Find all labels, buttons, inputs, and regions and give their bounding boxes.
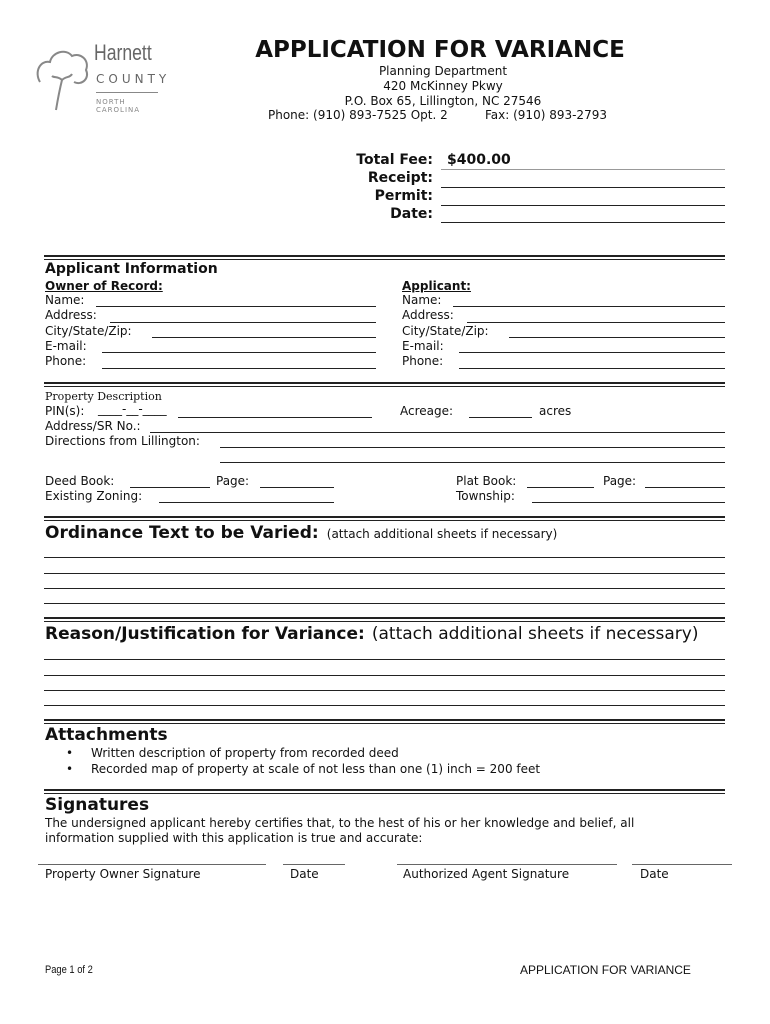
owner-date-label: Date — [290, 867, 319, 881]
applicant-email-label: E-mail: — [402, 339, 444, 353]
reason-line[interactable] — [44, 690, 725, 691]
owner-address-field[interactable] — [110, 322, 376, 323]
directions-field-2[interactable] — [220, 462, 725, 463]
date-field[interactable] — [441, 222, 725, 223]
applicant-city-label: City/State/Zip: — [402, 324, 489, 338]
certification-text-1: The undersigned applicant hereby certifies that, to the hest of his or her knowledge and belief, all — [45, 816, 635, 830]
owner-phone-field[interactable] — [102, 368, 376, 369]
agent-signature-line[interactable] — [397, 864, 617, 865]
acreage-label: Acreage: — [400, 404, 454, 418]
footer-title: APPLICATION FOR VARIANCE — [520, 963, 691, 977]
agent-signature-label: Authorized Agent Signature — [403, 867, 570, 881]
page-title: APPLICATION FOR VARIANCE — [255, 37, 625, 63]
applicant-phone-label: Phone: — [402, 354, 444, 368]
sr-address-label: Address/SR No.: — [45, 419, 141, 433]
reason-line[interactable] — [44, 675, 725, 676]
owner-email-field[interactable] — [102, 352, 376, 353]
pin-label: PIN(s): — [45, 404, 85, 418]
divider — [44, 255, 725, 260]
address-line2: P.O. Box 65, Lillington, NC 27546 — [344, 94, 542, 108]
agent-date-line[interactable] — [632, 864, 732, 865]
ordinance-line[interactable] — [44, 603, 725, 604]
reason-line[interactable] — [44, 705, 725, 706]
zoning-label: Existing Zoning: — [45, 489, 143, 503]
certification-text-2: information supplied with this application is true and accurate: — [45, 831, 423, 845]
ordinance-heading — [45, 523, 557, 543]
reason-line[interactable] — [44, 659, 725, 660]
attachment-item-2: Recorded map of property at scale of not less than one (1) inch = 200 feet — [91, 762, 541, 776]
deed-book-field[interactable] — [130, 487, 210, 488]
pin-mask: ____-__-____ — [98, 402, 167, 416]
attachment-bullet: • — [66, 762, 74, 776]
agent-date-label: Date — [640, 867, 669, 881]
applicant-city-field[interactable] — [509, 337, 725, 338]
receipt-label: Receipt: — [367, 170, 433, 186]
applicant-address-label: Address: — [402, 308, 454, 322]
acreage-field[interactable] — [469, 417, 532, 418]
township-label: Township: — [456, 489, 515, 503]
attachments-title: Attachments — [45, 725, 168, 745]
total-fee-label: Total Fee: — [356, 152, 433, 168]
owner-signature-line[interactable] — [38, 864, 266, 865]
applicant-name-field[interactable] — [453, 306, 725, 307]
plat-book-field[interactable] — [527, 487, 594, 488]
reason-heading — [45, 624, 698, 644]
acres-label: acres — [539, 404, 572, 418]
total-fee-value: $400.00 — [447, 152, 511, 168]
plat-book-label: Plat Book: — [456, 474, 517, 488]
divider — [44, 789, 725, 794]
owner-email-label: E-mail: — [45, 339, 87, 353]
owner-city-field[interactable] — [152, 337, 376, 338]
county-logo — [32, 40, 171, 114]
plat-page-label: Page: — [603, 474, 637, 488]
ordinance-title: Ordinance Text to be Varied: — [45, 523, 319, 543]
ordinance-line[interactable] — [44, 557, 725, 558]
attachment-item-1: Written description of property from recorded deed — [91, 746, 399, 760]
deed-book-label: Deed Book: — [45, 474, 115, 488]
address-line1: 420 McKinney Pkwy — [383, 79, 503, 93]
ordinance-line[interactable] — [44, 573, 725, 574]
total-fee-line — [441, 169, 725, 170]
department: Planning Department — [378, 64, 508, 78]
owner-city-label: City/State/Zip: — [45, 324, 132, 338]
owner-signature-label: Property Owner Signature — [45, 867, 201, 881]
directions-label: Directions from Lillington: — [45, 434, 200, 448]
logo-harnett: Harnett — [94, 40, 152, 65]
property-heading: Property Description — [45, 390, 162, 403]
page-number: Page 1 of 2 — [45, 964, 93, 976]
zoning-field[interactable] — [159, 502, 334, 503]
attachment-bullet: • — [66, 746, 74, 760]
divider — [44, 516, 725, 521]
logo-county: COUNTY — [96, 72, 171, 86]
township-field[interactable] — [532, 502, 725, 503]
reason-title: Reason/Justification for Variance: — [45, 624, 365, 644]
applicant-email-field[interactable] — [459, 352, 725, 353]
directions-field[interactable] — [220, 447, 725, 448]
permit-label: Permit: — [374, 188, 433, 204]
applicant-address-field[interactable] — [467, 322, 725, 323]
applicant-section-title: Applicant Information — [45, 261, 218, 277]
plat-page-field[interactable] — [645, 487, 725, 488]
owner-phone-label: Phone: — [45, 354, 87, 368]
owner-name-label: Name: — [45, 293, 85, 307]
ordinance-note: (attach additional sheets if necessary) — [326, 527, 558, 541]
pin-field[interactable] — [178, 417, 372, 418]
sr-address-field[interactable] — [150, 432, 725, 433]
deed-page-field[interactable] — [260, 487, 334, 488]
owner-address-label: Address: — [45, 308, 97, 322]
receipt-field[interactable] — [441, 187, 725, 188]
deed-page-label: Page: — [216, 474, 250, 488]
divider — [44, 719, 725, 724]
reason-note: (attach additional sheets if necessary) — [371, 624, 699, 644]
divider — [44, 382, 725, 387]
applicant-phone-field[interactable] — [459, 368, 725, 369]
owner-heading: Owner of Record: — [45, 279, 163, 293]
phone-line: Phone: (910) 893-7525 Opt. 2 — [268, 108, 448, 122]
owner-name-field[interactable] — [96, 306, 376, 307]
date-label: Date: — [390, 206, 433, 222]
applicant-heading: Applicant: — [402, 279, 471, 293]
owner-date-line[interactable] — [283, 864, 345, 865]
applicant-name-label: Name: — [402, 293, 442, 307]
signatures-title: Signatures — [45, 795, 150, 815]
logo-nc: NORTH CAROLINA — [96, 98, 141, 114]
tree-icon — [32, 42, 92, 112]
ordinance-line[interactable] — [44, 588, 725, 589]
divider — [44, 617, 725, 622]
permit-field[interactable] — [441, 205, 725, 206]
fax-line: Fax: (910) 893-2793 — [485, 108, 607, 122]
